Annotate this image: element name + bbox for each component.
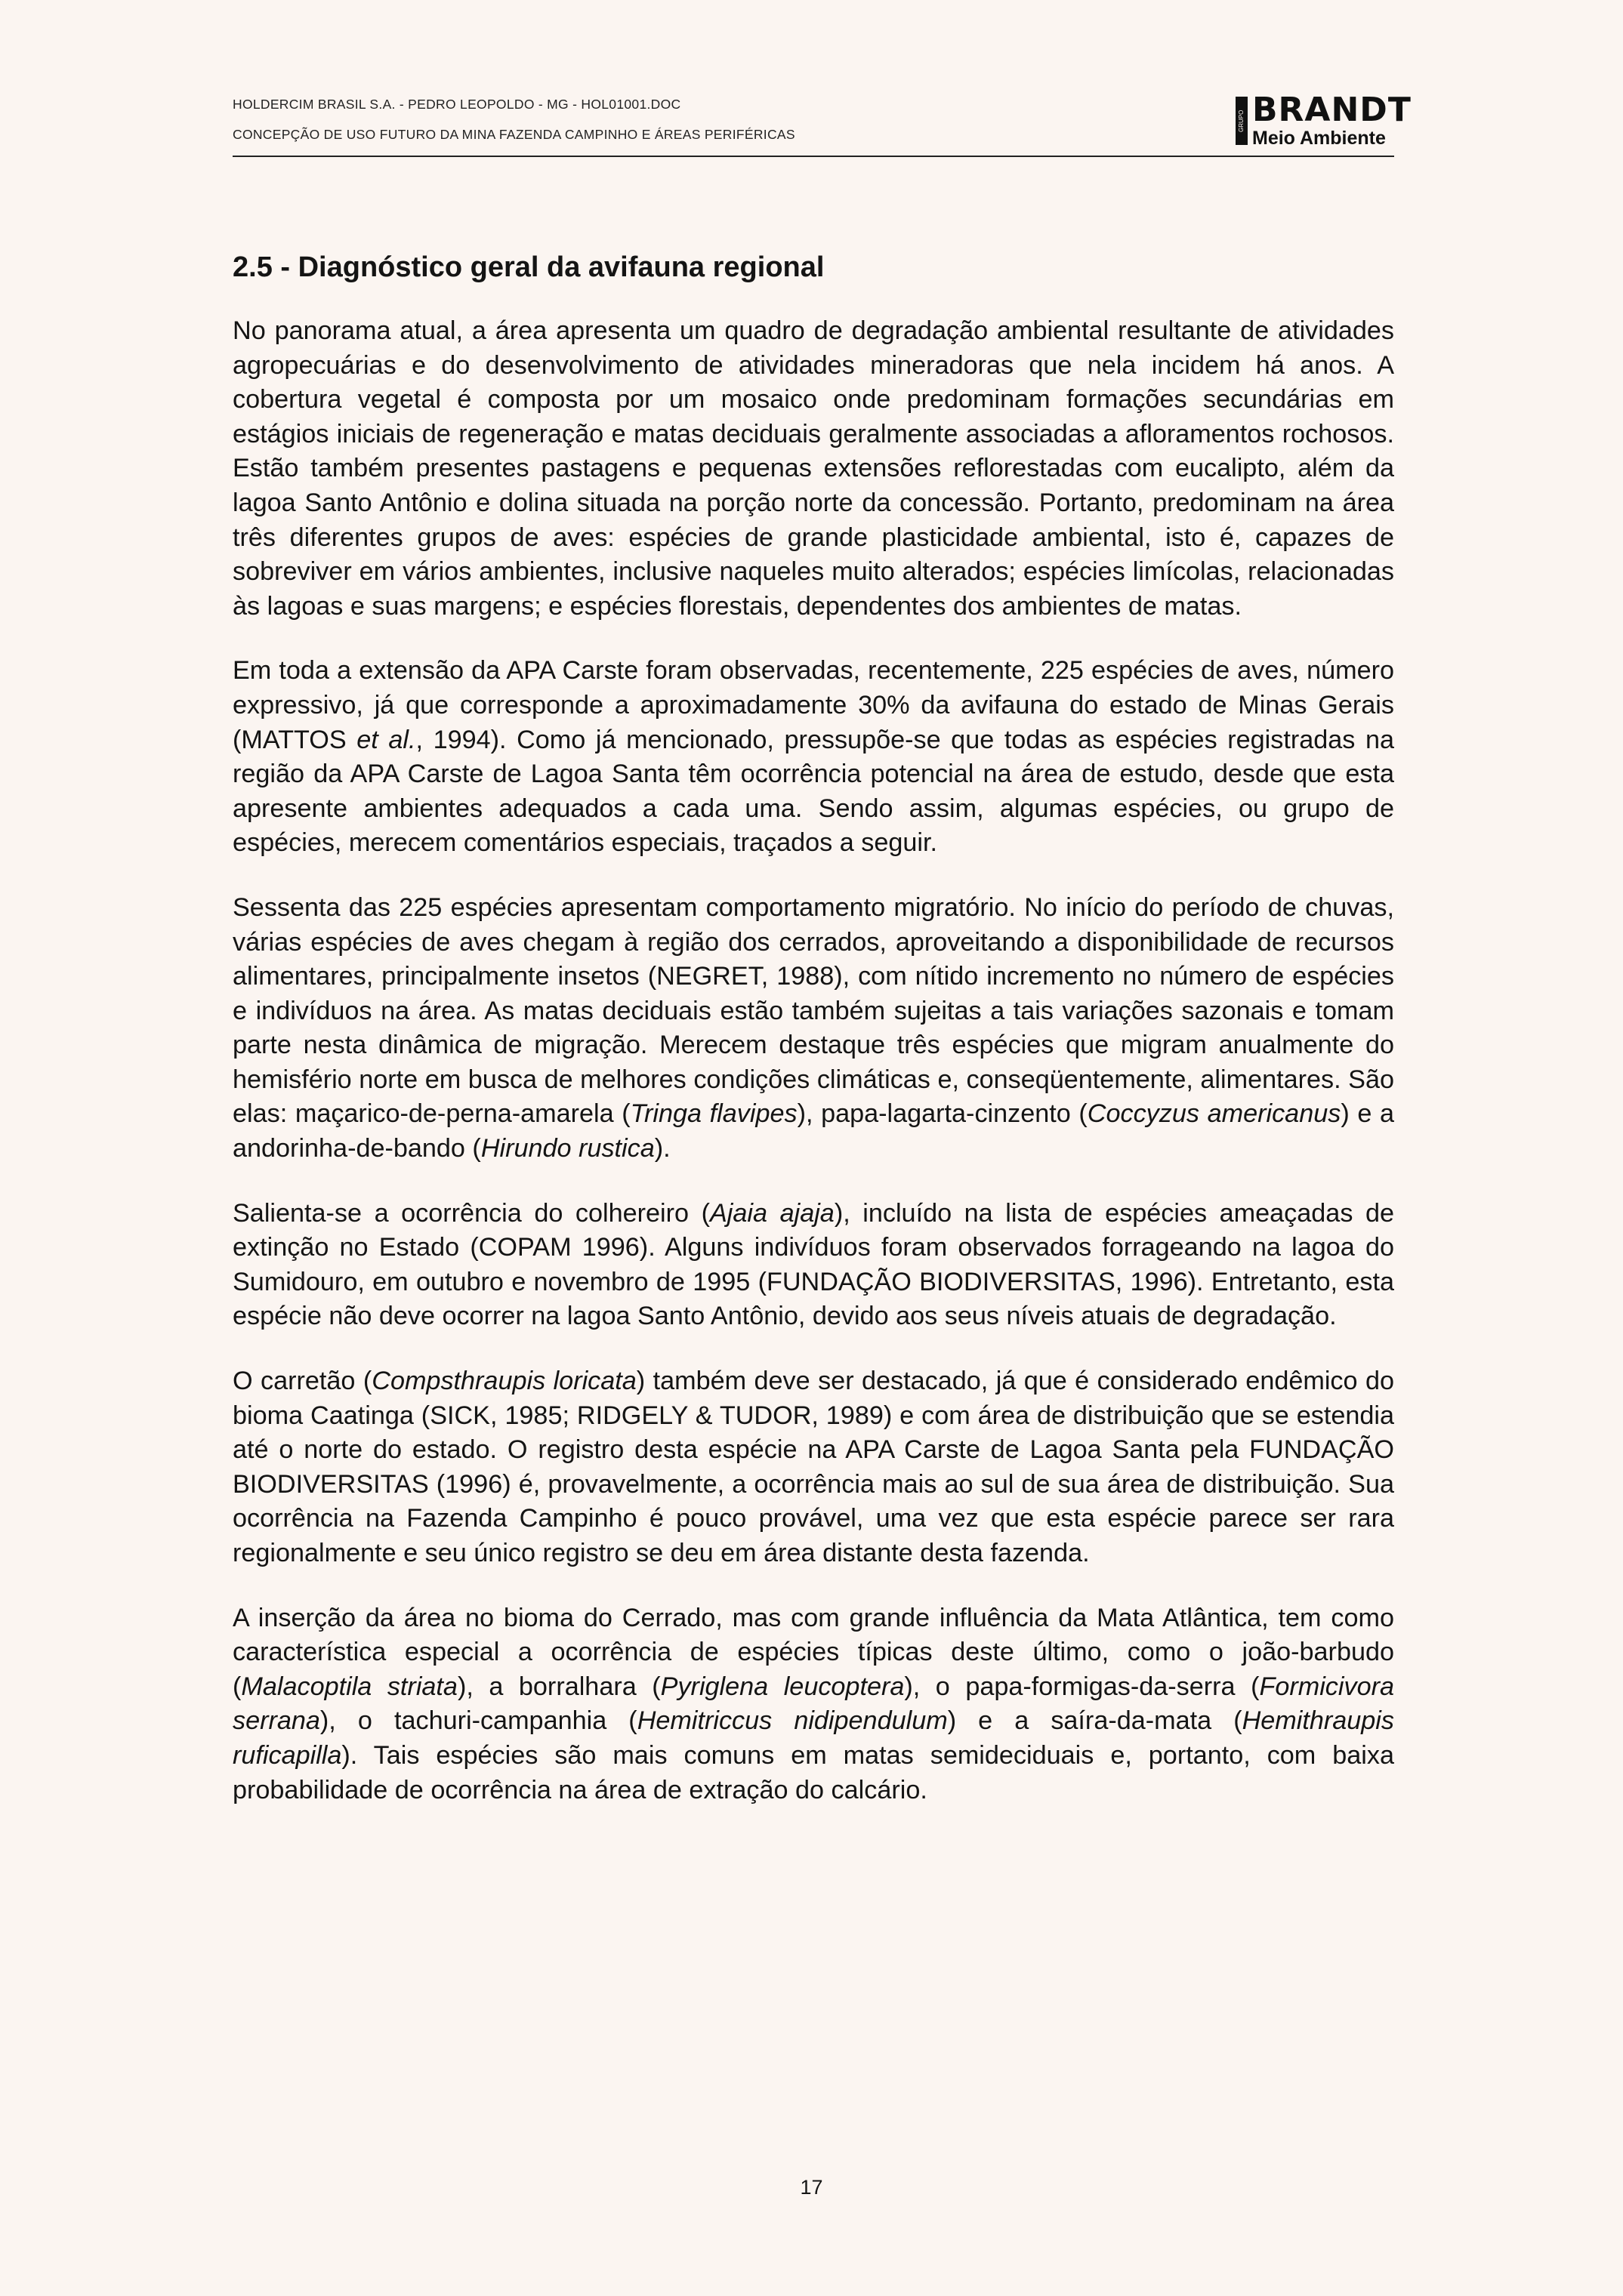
species-name-italic: Formicivora serrana <box>233 1672 1395 1736</box>
paragraph-text-run: ), o tachuri-campanhia ( <box>319 1706 637 1736</box>
paragraph-text-run: ) também deve ser destacado, já que é considerado endêmico do bioma Caatinga (SICK, 1985; RIDGELY & TUDOR, 1989) e com área de distribuição que se estendia até o norte do estado. O registro desta espécie na APA Carste de Lagoa Santa pela FUNDAÇÃO BIODIVERSITAS (1996) é, provavelmente, a ocorrência mais ao sul de sua área de distribuição. Sua ocorrência na Fazenda Campinho é pouco provável, uma vez que esta espécie parece ser rara regionalmente e seu único registro se deu em área distante desta fazenda. <box>233 1367 1394 1567</box>
document-body <box>233 249 1394 1838</box>
paragraph-text-run: , 1994). Como já mencionado, pressupõe-se que todas as espécies registradas na região da APA Carste de Lagoa Santa têm ocorrência potencial na área de estudo, desde que esta apresente ambientes adequados a cada uma. Sendo assim, algumas espécies, ou grupo de espécies, merecem comentários especiais, traçados a seguir. <box>233 725 1394 858</box>
species-name-italic: Hemithraupis ruficapilla <box>233 1706 1394 1770</box>
paragraph-list <box>233 314 1394 1808</box>
header-company-line: HOLDERCIM BRASIL S.A. - PEDRO LEOPOLDO - MG - HOL01001.DOC <box>233 97 681 112</box>
body-paragraph <box>233 314 1394 624</box>
paragraph-text-run: No panorama atual, a área apresenta um quadro de degradação ambiental resultante de atividades agropecuárias e do desenvolvimento de atividades mineradoras que nela incidem há anos. A cobertura vegetal é composta por um mosaico onde predominam formações secundárias em estágios iniciais de regeneração e matas deciduais geralmente associadas a afloramentos rochosos. Estão também presentes pastagens e pequenas extensões reflorestadas com eucalipto, além da lagoa Santo Antônio e dolina situada na porção norte da concessão. Portanto, predominam na área três diferentes grupos de aves: espécies de grande plasticidade ambiental, isto é, capazes de sobreviver em vários ambientes, inclusive naqueles muito alterados; espécies limícolas, relacionadas às lagoas e suas margens; e espécies florestais, dependentes dos ambientes de matas. <box>233 316 1394 621</box>
page-number: 17 <box>800 2176 823 2199</box>
body-paragraph <box>233 654 1394 861</box>
body-paragraph <box>233 1364 1394 1571</box>
paragraph-text-run: ), incluído na lista de espécies ameaçadas de extinção no Estado (COPAM 1996). Alguns indivíduos foram observados forrageando na lagoa do Sumidouro, em outubro e novembro de 1995 (FUNDAÇÃO BIODIVERSITAS, 1996). Entretanto, esta espécie não deve ocorrer na lagoa Santo Antônio, devido aos seus níveis atuais de degradação. <box>233 1198 1394 1331</box>
section-title: 2.5 - Diagnóstico geral da avifauna regional <box>233 251 825 283</box>
species-name-italic: Hirundo rustica <box>480 1134 655 1163</box>
paragraph-text-run: Em toda a extensão da APA Carste foram observadas, recentemente, 225 espécies de aves, número expressivo, já que corresponde a aproximadamente 30% da avifauna do estado de Minas Gerais (MATTOS <box>233 656 1394 754</box>
paragraph-text-run: Sessenta das 225 espécies apresentam comportamento migratório. No início do período de chuvas, várias espécies de aves chegam à região dos cerrados, aproveitando a disponibilidade de recursos alimentares, principalmente insetos (NEGRET, 1988), com nítido incremento no número de espécies e indivíduos na área. As matas deciduais estão também sujeitas a tais variações sazonais e tomam parte nesta dinâmica de migração. Merecem destaque três espécies que migram anualmente do hemisfério norte em busca de melhores condições climáticas e, conseqüentemente, alimentares. São elas: maçarico-de-perna-amarela ( <box>233 892 1394 1129</box>
species-name-italic: Ajaia ajaja <box>710 1198 835 1228</box>
logo-brand-text: BRANDT <box>1252 91 1412 129</box>
paragraph-text-run: A inserção da área no bioma do Cerrado, mas com grande influência da Mata Atlântica, tem como característica especial a ocorrência de espécies típicas deste último, como o joão-barbudo ( <box>233 1603 1394 1701</box>
body-paragraph <box>233 1197 1394 1334</box>
species-name-italic: Tringa flavipes <box>630 1099 798 1129</box>
species-name-italic: Malacoptila striata <box>241 1672 458 1701</box>
species-name-italic: et al. <box>356 725 416 754</box>
brandt-logo <box>1236 91 1412 153</box>
logo-subtitle-text: Meio Ambiente <box>1252 128 1386 149</box>
paragraph-text-run: O carretão ( <box>233 1367 372 1396</box>
logo-side-label: GRUPO <box>1236 97 1248 145</box>
body-paragraph <box>233 891 1394 1166</box>
header-project-line: CONCEPÇÃO DE USO FUTURO DA MINA FAZENDA CAMPINHO E ÁREAS PERIFÉRICAS <box>233 127 795 142</box>
paragraph-text-run: Salienta-se a ocorrência do colhereiro ( <box>233 1198 710 1228</box>
paragraph-text-run: ), o papa-formigas-da-serra ( <box>904 1672 1260 1701</box>
page-header <box>233 89 1412 156</box>
paragraph-text-run: ) e a andorinha-de-bando ( <box>233 1099 1394 1163</box>
species-name-italic: Hemitriccus nidipendulum <box>637 1706 948 1736</box>
body-paragraph <box>233 1601 1394 1808</box>
paragraph-text-run: ) e a saíra-da-mata ( <box>947 1706 1242 1736</box>
paragraph-text-run: ). <box>654 1134 671 1163</box>
header-divider <box>233 156 1394 157</box>
paragraph-text-run: ). Tais espécies são mais comuns em matas semideciduais e, portanto, com baixa probabilidade de ocorrência na área de extração do calcário. <box>233 1740 1394 1804</box>
species-name-italic: Pyriglena leucoptera <box>660 1672 905 1701</box>
paragraph-text-run: ), a borralhara ( <box>457 1672 661 1701</box>
paragraph-text-run: ), papa-lagarta-cinzento ( <box>797 1099 1088 1129</box>
species-name-italic: Compsthraupis loricata <box>372 1367 637 1396</box>
species-name-italic: Coccyzus americanus <box>1087 1099 1341 1129</box>
